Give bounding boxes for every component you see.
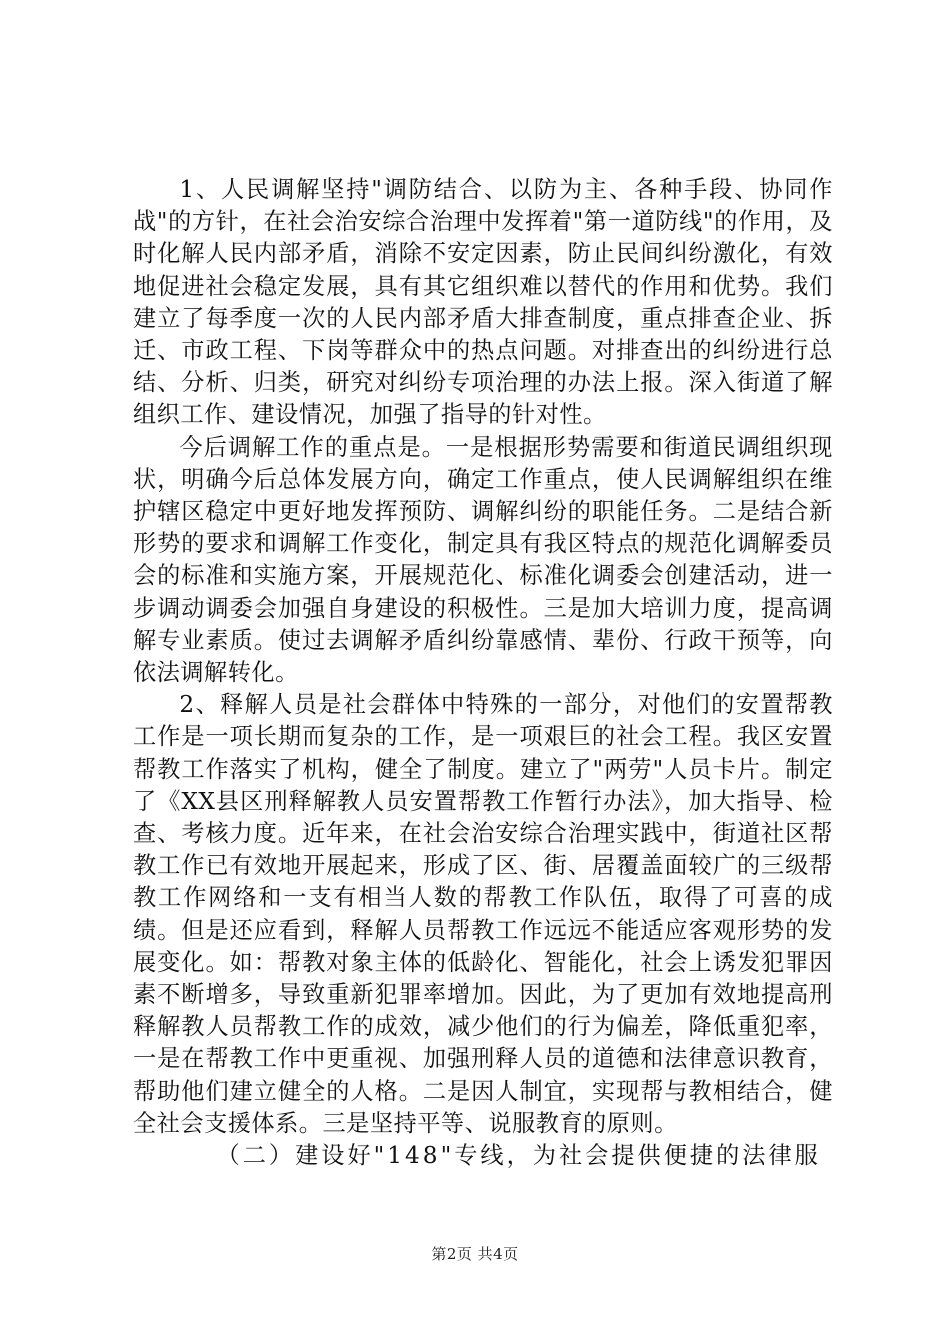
section-heading-148-hotline: （二）建设好"148"专线，为社会提供便捷的法律服 [216, 1142, 821, 1170]
paragraph-people-mediation: 1、人民调解坚持"调防结合、以防为主、各种手段、协同作战"的方针，在社会治安综合治理中发挥着"第一道防线"的作用，及时化解人民内部矛盾，消除不安定因素，防止民间纠纷激化，有效地促进社会稳定发展，具有其它组织难以替代的作用和优势。我们建立了每季度一次的人民内部矛盾大排查制度，重点排查企业、拆迁、市政工程、下岗等群众中的热点问题。对排查出的纠纷进行总结、分析、归类，研究对纠纷专项治理的办法上报。深入街道了解组织工作、建设情况，加强了指导的针对性。 [133, 176, 833, 429]
page-number-footer: 第2页 共4页 [431, 1245, 519, 1263]
paragraph-released-persons: 2、释解人员是社会群体中特殊的一部分，对他们的安置帮教工作是一项长期而复杂的工作，是一项艰巨的社会工程。我区安置帮教工作落实了机构，健全了制度。建立了"两劳"人员卡片。制定了《XX县区刑释解教人员安置帮教工作暂行办法》，加大指导、检查、考核力度。近年来，在社会治安综合治理实践中，街道社区帮教工作已有效地开展起来，形成了区、街、居覆盖面较广的三级帮教工作网络和一支有相当人数的帮教工作队伍，取得了可喜的成绩。但是还应看到，释解人员帮教工作远远不能适应客观形势的发展变化。如：帮教对象主体的低龄化、智能化，社会上诱发犯罪因素不断增多，导致重新犯罪率增加。因此，为了更加有效地提高刑释解教人员帮教工作的成效，减少他们的行为偏差，降低重犯率，一是在帮教工作中更重视、加强刑释人员的道德和法律意识教育，帮助他们建立健全的人格。二是因人制宜，实现帮与教相结合，健全社会支援体系。三是坚持平等、说服教育的原则。 [133, 691, 833, 1137]
document-body [133, 174, 833, 1172]
paragraph-mediation-priorities: 今后调解工作的重点是。一是根据形势需要和街道民调组织现状，明确今后总体发展方向，确定工作重点，使人民调解组织在维护辖区稳定中更好地发挥预防、调解纠纷的职能任务。二是结合新形势的要求和调解工作变化，制定具有我区特点的规范化调解委员会的标准和实施方案，开展规范化、标准化调委会创建活动，进一步调动调委会加强自身建设的积极性。三是加大培训力度，提高调解专业素质。使过去调解矛盾纠纷靠感情、辈份、行政干预等，向依法调解转化。 [133, 433, 833, 687]
